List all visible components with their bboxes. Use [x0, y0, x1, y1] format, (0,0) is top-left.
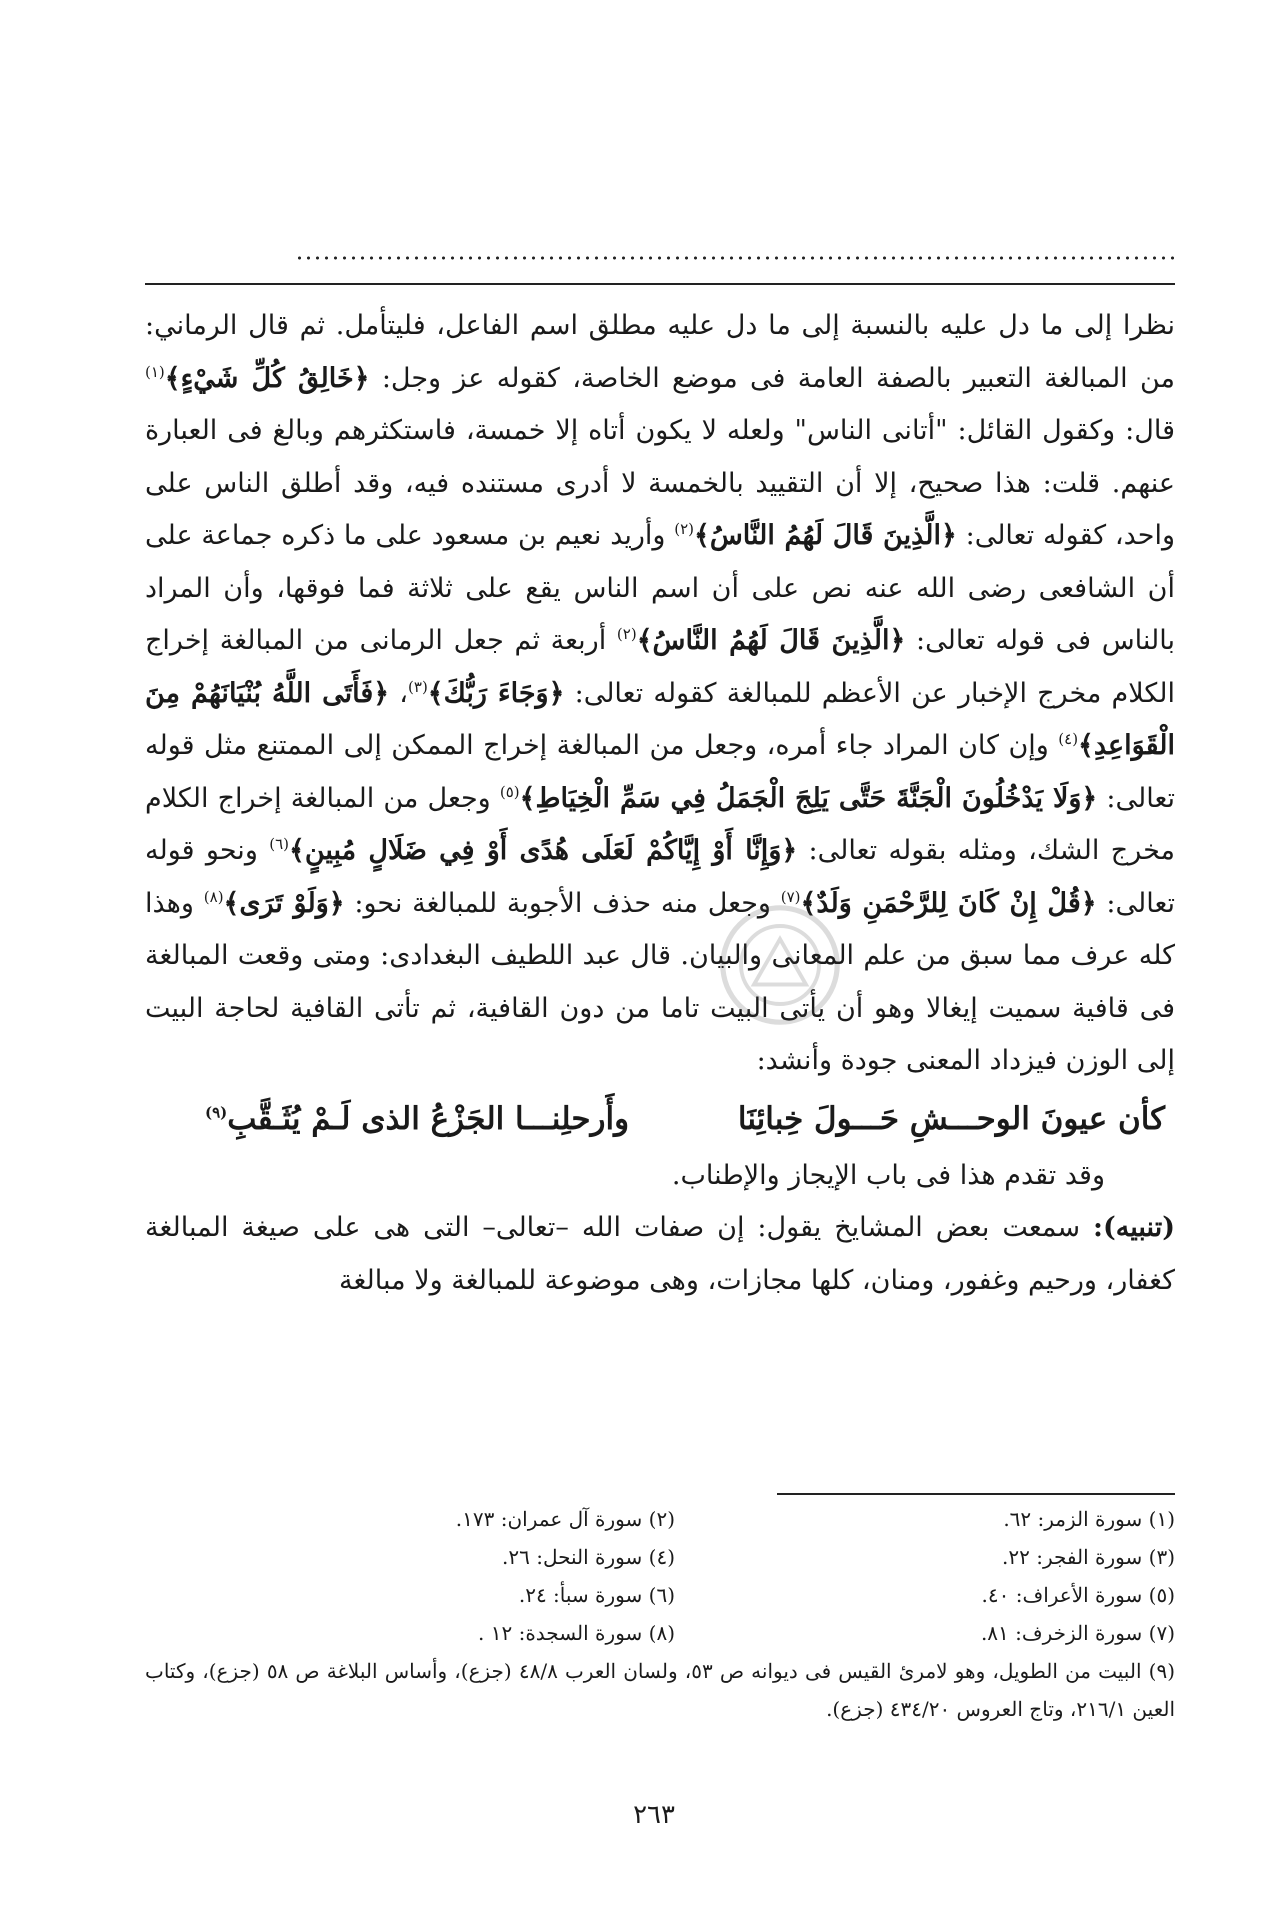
quran-quote: ﴿خَالِقُ كُلِّ شَيْءٍ﴾ [164, 362, 370, 394]
quran-quote: ﴿الَّذِينَ قَالَ لَهُمُ النَّاسُ﴾ [694, 520, 957, 551]
library-seal-icon [715, 900, 845, 1030]
footnote-6: (٦) سورة سبأ: ٢٤. [518, 1583, 675, 1607]
text-run: قال: وكقول القائل: "أتانى الناس" ولعله لا يكون أتاه إلا خمسة، فاستكثرهم وبالغ فى العبارة عنهم. قلت: هذا صحيح، إلا أن التقييد بالخمسة لا أدرى مستنده فيه، وقد أطلق الناس على واحد، كقوله تعالى: [145, 415, 1175, 551]
footnote-5: (٥) سورة الأعراف: ٤٠. [981, 1583, 1175, 1607]
text-run: وهذا كله عرف مما سبق من علم المعانى والبيان. قال عبد اللطيف البغدادى: ومتى وقعت المبالغة فى قافية سميت إيغالا وهو أن يأتى البيت تاما من دون القافية، ثم تأتى القافية لحاجة البيت إلى الوزن فيزداد المعنى جودة وأنشد: [145, 887, 1175, 1076]
verse-second-hemistich-wrap [205, 1088, 629, 1150]
quran-quote: ﴿وَجَاءَ رَبُّكَ﴾ [427, 677, 565, 709]
footnote-7: (٧) سورة الزخرف: ٨١. [980, 1621, 1175, 1645]
footnote-ref: (٥) [499, 782, 520, 801]
footnote-3: (٣) سورة الفجر: ٢٢. [1002, 1545, 1175, 1569]
page-number: ٢٦٣ [633, 1800, 675, 1830]
text-run: أربعة ثم جعل الرمانى من المبالغة إخراج الكلام مخرج الإخبار عن الأعظم للمبالغة كقوله تعالى: [145, 625, 1175, 709]
footnote-2: (٢) سورة آل عمران: ١٧٣. [455, 1507, 675, 1531]
text-run: ونحو قوله تعالى: [145, 835, 1175, 919]
paragraph-3 [145, 1202, 1175, 1307]
footnote-1: (١) سورة الزمر: ٦٢. [1003, 1507, 1175, 1531]
text-run: وجعل منه حذف الأجوبة للمبالغة نحو: [354, 887, 781, 919]
text-run: سمعت بعض المشايخ يقول: إن صفات الله –تعالى– التى هى على صيغة المبالغة كغفار، ورحيم وغفور، ومنان، كلها مجازات، وهى موضوعة للمبالغة ولا مبالغة [145, 1212, 1175, 1296]
footnote-ref: (٨) [203, 887, 224, 906]
paragraph-1 [145, 300, 1175, 1088]
text-run: وإن كان المراد جاء أمره، وجعل من المبالغة إخراج الممكن إلى الممتنع مثل قوله تعالى: [145, 730, 1176, 814]
text-run: وجعل من المبالغة إخراج الكلام مخرج الشك، ومثله بقوله تعالى: [145, 782, 1175, 866]
quran-quote: ﴿الَّذِينَ قَالَ لَهُمُ النَّاسُ﴾ [636, 625, 906, 656]
verse-second-hemistich: وأَرحلِنـــا الجَزْعُ الذى لَـمْ يُثَـقَّبِ [227, 1100, 630, 1137]
header-dotted-rule [295, 255, 1175, 261]
quran-quote: ﴿وَإِنَّا أَوْ إِيَّاكُمْ لَعَلَى هُدًى أَوْ فِي ضَلَالٍ مُبِينٍ﴾ [289, 835, 798, 866]
quran-quote: ﴿فَأَتَى اللَّهُ بُنْيَانَهُمْ مِنَ الْقَوَاعِدِ﴾ [145, 677, 1175, 761]
footnote-ref: (٢) [616, 625, 637, 643]
document-page [145, 0, 1175, 1919]
text-run: وأريد نعيم بن مسعود على ما ذكره جماعة على أن الشافعى رضى الله عنه نص على أن اسم الناس يقع على ثلاثة فما فوقها، وأن المراد بالناس فى قوله تعالى: [145, 520, 1175, 656]
poetry-verse [145, 1088, 1175, 1150]
footnote-8: (٨) سورة السجدة: ١٢ . [478, 1621, 675, 1645]
footnote-9: (٩) البيت من الطويل، وهو لامرئ القيس فى ديوانه ص ٥٣، ولسان العرب ٤٨/٨ (جزع)، وأساس البلاغة ص ٥٨ (جزع)، وكتاب العين ٢١٦/١، وتاج العروس ٤٣٤/٢٠ (جزع). [145, 1659, 1175, 1721]
main-text [145, 300, 1175, 1307]
verse-first-hemistich: كأن عيونَ الوحـــشِ حَـــولَ خِبائِنَا [737, 1100, 1165, 1137]
text-run: نظرا إلى ما دل عليه بالنسبة إلى ما دل عليه مطلق اسم الفاعل، فليتأمل. ثم قال الرماني: من المبالغة التعبير بالصفة العامة فى موضع الخاصة، كقوله عز وجل: [145, 310, 1176, 394]
footnotes [145, 1500, 1175, 1728]
footnote-ref: (٦) [269, 835, 290, 853]
quran-quote: ﴿وَلَا يَدْخُلُونَ الْجَنَّةَ حَتَّى يَلِجَ الْجَمَلُ فِي سَمِّ الْخِيَاطِ﴾ [519, 782, 1098, 814]
text-run: ، [389, 677, 409, 709]
footnote-rule [777, 1493, 1175, 1495]
quran-quote: ﴿وَلَوْ تَرَى﴾ [223, 887, 345, 919]
footnote-ref: (٣) [408, 677, 428, 696]
footnote-ref: (٩) [205, 1103, 228, 1122]
paragraph-2: وقد تقدم هذا فى باب الإيجاز والإطناب. [671, 1159, 1105, 1191]
footnote-ref: (٢) [674, 520, 695, 538]
footnote-ref: (٧) [780, 887, 801, 906]
note-label: (تنبيه): [1093, 1212, 1175, 1243]
footnote-grid [145, 1500, 1175, 1652]
header-rule [145, 283, 1175, 285]
footnote-ref: (٤) [1058, 730, 1079, 748]
quran-quote: ﴿قُلْ إِنْ كَانَ لِلرَّحْمَنِ وَلَدٌ﴾ [800, 887, 1097, 919]
footnote-ref: (١) [145, 362, 165, 381]
footnote-4: (٤) سورة النحل: ٢٦. [502, 1545, 675, 1569]
